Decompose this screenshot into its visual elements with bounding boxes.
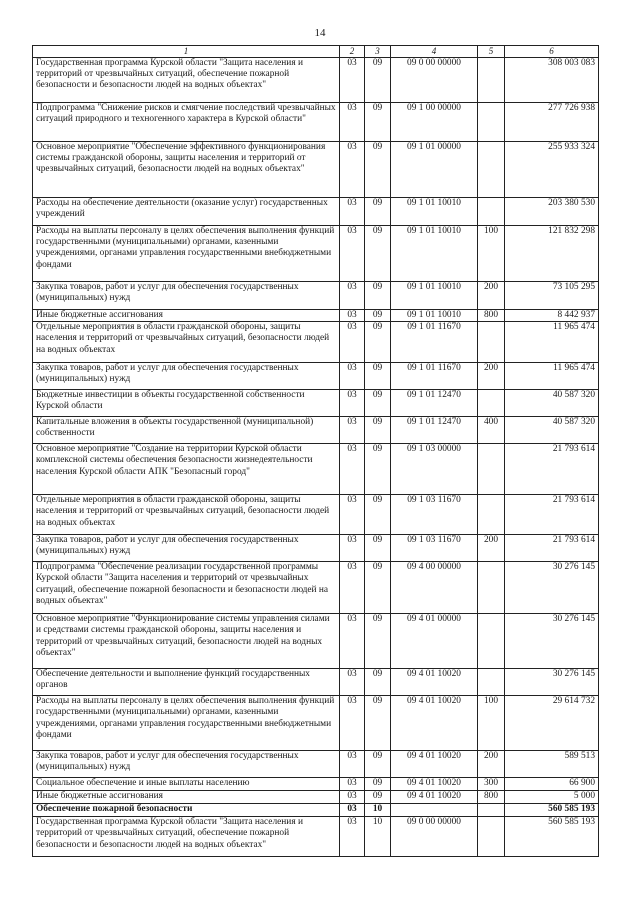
row-amount: 21 793 614 bbox=[505, 495, 599, 535]
row-name: Государственная программа Курской области "Защита населения и территорий от чрезвычайных ситуаций, обеспечение пожарной безопасности и безопасности людей на водных объектах" bbox=[33, 817, 340, 857]
budget-table bbox=[32, 45, 599, 857]
row-amount: 29 614 732 bbox=[505, 696, 599, 751]
row-expense-type: 300 bbox=[478, 778, 505, 791]
row-subsection: 09 bbox=[365, 495, 391, 535]
row-amount: 121 832 298 bbox=[505, 226, 599, 282]
table-row bbox=[33, 322, 599, 363]
row-name: Расходы на выплаты персоналу в целях обеспечения выполнения функций государственными (муниципальными) органами, казенными учреждениями, органами управления государственными внебюджетными фондами bbox=[33, 226, 340, 282]
row-section: 03 bbox=[340, 791, 365, 804]
table-row bbox=[33, 817, 599, 857]
table-row bbox=[33, 535, 599, 562]
row-expense-type bbox=[478, 444, 505, 495]
row-target-article: 09 1 01 12470 bbox=[391, 417, 478, 444]
row-subsection: 09 bbox=[365, 791, 391, 804]
row-name: Закупка товаров, работ и услуг для обеспечения государственных (муниципальных) нужд bbox=[33, 535, 340, 562]
row-subsection: 09 bbox=[365, 417, 391, 444]
row-subsection: 09 bbox=[365, 310, 391, 322]
row-section: 03 bbox=[340, 103, 365, 142]
row-target-article: 09 0 00 00000 bbox=[391, 817, 478, 857]
row-name: Закупка товаров, работ и услуг для обеспечения государственных (муниципальных) нужд bbox=[33, 363, 340, 390]
row-target-article: 09 1 03 00000 bbox=[391, 444, 478, 495]
table-row bbox=[33, 696, 599, 751]
row-subsection: 10 bbox=[365, 817, 391, 857]
row-expense-type: 800 bbox=[478, 791, 505, 804]
row-target-article: 09 4 01 10020 bbox=[391, 669, 478, 696]
row-name: Подпрограмма "Обеспечение реализации государственной программы Курской области "Защита населения и территорий от чрезвычайных ситуаций, обеспечение пожарной безопасности и безопасности людей на водных объектах" bbox=[33, 562, 340, 614]
row-section: 03 bbox=[340, 390, 365, 417]
row-section: 03 bbox=[340, 778, 365, 791]
row-subsection: 09 bbox=[365, 390, 391, 417]
row-expense-type bbox=[478, 142, 505, 198]
row-target-article: 09 4 01 10020 bbox=[391, 791, 478, 804]
row-amount: 40 587 320 bbox=[505, 417, 599, 444]
row-target-article: 09 1 01 10010 bbox=[391, 282, 478, 310]
row-subsection: 09 bbox=[365, 751, 391, 778]
row-target-article: 09 1 01 10010 bbox=[391, 226, 478, 282]
row-name: Расходы на выплаты персоналу в целях обеспечения выполнения функций государственными (муниципальными) органами, казенными учреждениями, органами управления государственными внебюджетными фондами bbox=[33, 696, 340, 751]
row-subsection: 09 bbox=[365, 614, 391, 669]
row-expense-type bbox=[478, 198, 505, 226]
row-section: 03 bbox=[340, 562, 365, 614]
row-target-article: 09 1 01 10010 bbox=[391, 198, 478, 226]
row-target-article: 09 4 00 00000 bbox=[391, 562, 478, 614]
row-amount: 30 276 145 bbox=[505, 562, 599, 614]
table-row bbox=[33, 778, 599, 791]
row-amount: 560 585 193 bbox=[505, 804, 599, 817]
row-expense-type: 200 bbox=[478, 751, 505, 778]
row-target-article: 09 4 01 10020 bbox=[391, 778, 478, 791]
table-row bbox=[33, 103, 599, 142]
row-amount: 277 726 938 bbox=[505, 103, 599, 142]
row-name: Отдельные мероприятия в области гражданской обороны, защиты населения и территорий от чрезвычайных ситуаций, безопасности людей на водных объектах bbox=[33, 322, 340, 363]
row-section: 03 bbox=[340, 817, 365, 857]
row-amount: 30 276 145 bbox=[505, 614, 599, 669]
row-section: 03 bbox=[340, 363, 365, 390]
row-subsection: 09 bbox=[365, 142, 391, 198]
row-subsection: 09 bbox=[365, 282, 391, 310]
row-amount: 11 965 474 bbox=[505, 363, 599, 390]
row-expense-type: 200 bbox=[478, 535, 505, 562]
row-expense-type bbox=[478, 103, 505, 142]
table-row bbox=[33, 417, 599, 444]
row-expense-type bbox=[478, 804, 505, 817]
table-row bbox=[33, 669, 599, 696]
row-target-article: 09 1 01 10010 bbox=[391, 310, 478, 322]
table-row bbox=[33, 562, 599, 614]
row-expense-type: 800 bbox=[478, 310, 505, 322]
table-row bbox=[33, 363, 599, 390]
table-row bbox=[33, 804, 599, 817]
row-amount: 30 276 145 bbox=[505, 669, 599, 696]
row-subsection: 10 bbox=[365, 804, 391, 817]
table-row bbox=[33, 226, 599, 282]
row-amount: 21 793 614 bbox=[505, 444, 599, 495]
row-name: Бюджетные инвестиции в объекты государственной собственности Курской области bbox=[33, 390, 340, 417]
row-section: 03 bbox=[340, 322, 365, 363]
row-target-article: 09 1 01 00000 bbox=[391, 142, 478, 198]
column-header-subsection: 3 bbox=[365, 46, 391, 58]
row-name: Закупка товаров, работ и услуг для обеспечения государственных (муниципальных) нужд bbox=[33, 751, 340, 778]
row-subsection: 09 bbox=[365, 226, 391, 282]
row-section: 03 bbox=[340, 226, 365, 282]
table-row bbox=[33, 390, 599, 417]
row-name: Социальное обеспечение и иные выплаты населению bbox=[33, 778, 340, 791]
table-body bbox=[33, 58, 599, 857]
row-section: 03 bbox=[340, 58, 365, 103]
row-amount: 40 587 320 bbox=[505, 390, 599, 417]
row-amount: 66 900 bbox=[505, 778, 599, 791]
row-target-article bbox=[391, 804, 478, 817]
row-amount: 560 585 193 bbox=[505, 817, 599, 857]
row-name: Капитальные вложения в объекты государственной (муниципальной) собственности bbox=[33, 417, 340, 444]
column-header-amount: 6 bbox=[505, 46, 599, 58]
column-header-target-article: 4 bbox=[391, 46, 478, 58]
table-row bbox=[33, 791, 599, 804]
row-name: Основное мероприятие "Функционирование системы управления силами и средствами системы гражданской обороны, защиты населения и территорий от чрезвычайных ситуаций, безопасности людей на водных объектах" bbox=[33, 614, 340, 669]
row-section: 03 bbox=[340, 444, 365, 495]
row-section: 03 bbox=[340, 282, 365, 310]
row-target-article: 09 1 03 11670 bbox=[391, 495, 478, 535]
table-row bbox=[33, 614, 599, 669]
row-section: 03 bbox=[340, 751, 365, 778]
row-name: Обеспечение деятельности и выполнение функций государственных органов bbox=[33, 669, 340, 696]
row-amount: 11 965 474 bbox=[505, 322, 599, 363]
row-name: Закупка товаров, работ и услуг для обеспечения государственных (муниципальных) нужд bbox=[33, 282, 340, 310]
row-subsection: 09 bbox=[365, 778, 391, 791]
row-target-article: 09 4 01 10020 bbox=[391, 696, 478, 751]
row-name: Подпрограмма "Снижение рисков и смягчение последствий чрезвычайных ситуаций природного и техногенного характера в Курской области" bbox=[33, 103, 340, 142]
row-amount: 308 003 083 bbox=[505, 58, 599, 103]
row-amount: 589 513 bbox=[505, 751, 599, 778]
row-subsection: 09 bbox=[365, 58, 391, 103]
row-name: Отдельные мероприятия в области гражданской обороны, защиты населения и территорий от чрезвычайных ситуаций, безопасности людей на водных объектах bbox=[33, 495, 340, 535]
row-name: Государственная программа Курской области "Защита населения и территорий от чрезвычайных ситуаций, обеспечение пожарной безопасности и безопасности людей на водных объектах" bbox=[33, 58, 340, 103]
table-row bbox=[33, 495, 599, 535]
row-section: 03 bbox=[340, 417, 365, 444]
row-subsection: 09 bbox=[365, 562, 391, 614]
row-expense-type bbox=[478, 322, 505, 363]
row-subsection: 09 bbox=[365, 103, 391, 142]
column-number-row bbox=[33, 46, 599, 58]
row-name: Иные бюджетные ассигнования bbox=[33, 791, 340, 804]
column-header-expense-type: 5 bbox=[478, 46, 505, 58]
row-section: 03 bbox=[340, 804, 365, 817]
row-name: Обеспечение пожарной безопасности bbox=[33, 804, 340, 817]
row-target-article: 09 4 01 10020 bbox=[391, 751, 478, 778]
row-subsection: 09 bbox=[365, 535, 391, 562]
table-row bbox=[33, 198, 599, 226]
row-expense-type: 400 bbox=[478, 417, 505, 444]
row-amount: 203 380 530 bbox=[505, 198, 599, 226]
row-expense-type: 100 bbox=[478, 226, 505, 282]
row-section: 03 bbox=[340, 310, 365, 322]
row-expense-type bbox=[478, 614, 505, 669]
row-expense-type bbox=[478, 669, 505, 696]
row-section: 03 bbox=[340, 142, 365, 198]
row-section: 03 bbox=[340, 669, 365, 696]
row-section: 03 bbox=[340, 696, 365, 751]
row-amount: 21 793 614 bbox=[505, 535, 599, 562]
row-target-article: 09 1 01 11670 bbox=[391, 322, 478, 363]
row-expense-type bbox=[478, 390, 505, 417]
row-target-article: 09 1 01 11670 bbox=[391, 363, 478, 390]
row-subsection: 09 bbox=[365, 696, 391, 751]
row-section: 03 bbox=[340, 198, 365, 226]
table-row bbox=[33, 58, 599, 103]
row-section: 03 bbox=[340, 495, 365, 535]
row-name: Основное мероприятие "Создание на территории Курской области комплексной системы обеспечения безопасности жизнедеятельности населения Курской области АПК "Безопасный город" bbox=[33, 444, 340, 495]
row-section: 03 bbox=[340, 614, 365, 669]
row-name: Иные бюджетные ассигнования bbox=[33, 310, 340, 322]
table-row bbox=[33, 282, 599, 310]
row-subsection: 09 bbox=[365, 444, 391, 495]
table-row bbox=[33, 310, 599, 322]
page-number: 14 bbox=[314, 27, 326, 39]
table-row bbox=[33, 142, 599, 198]
row-expense-type bbox=[478, 495, 505, 535]
row-target-article: 09 4 01 00000 bbox=[391, 614, 478, 669]
row-expense-type: 100 bbox=[478, 696, 505, 751]
row-amount: 73 105 295 bbox=[505, 282, 599, 310]
row-subsection: 09 bbox=[365, 363, 391, 390]
row-amount: 5 000 bbox=[505, 791, 599, 804]
row-expense-type bbox=[478, 562, 505, 614]
row-target-article: 09 1 00 00000 bbox=[391, 103, 478, 142]
column-header-section: 2 bbox=[340, 46, 365, 58]
row-target-article: 09 1 03 11670 bbox=[391, 535, 478, 562]
row-expense-type: 200 bbox=[478, 282, 505, 310]
row-expense-type: 200 bbox=[478, 363, 505, 390]
row-section: 03 bbox=[340, 535, 365, 562]
row-amount: 255 933 324 bbox=[505, 142, 599, 198]
table-row bbox=[33, 751, 599, 778]
row-target-article: 09 0 00 00000 bbox=[391, 58, 478, 103]
table-row bbox=[33, 444, 599, 495]
row-expense-type bbox=[478, 58, 505, 103]
row-amount: 8 442 937 bbox=[505, 310, 599, 322]
row-expense-type bbox=[478, 817, 505, 857]
column-header-name: 1 bbox=[33, 46, 340, 58]
row-subsection: 09 bbox=[365, 198, 391, 226]
row-subsection: 09 bbox=[365, 669, 391, 696]
row-name: Расходы на обеспечение деятельности (оказание услуг) государственных учреждений bbox=[33, 198, 340, 226]
row-name: Основное мероприятие "Обеспечение эффективного функционирования системы гражданской обороны, защиты населения и территорий от чрезвычайных ситуаций, безопасности людей на водных объектах" bbox=[33, 142, 340, 198]
row-subsection: 09 bbox=[365, 322, 391, 363]
row-target-article: 09 1 01 12470 bbox=[391, 390, 478, 417]
